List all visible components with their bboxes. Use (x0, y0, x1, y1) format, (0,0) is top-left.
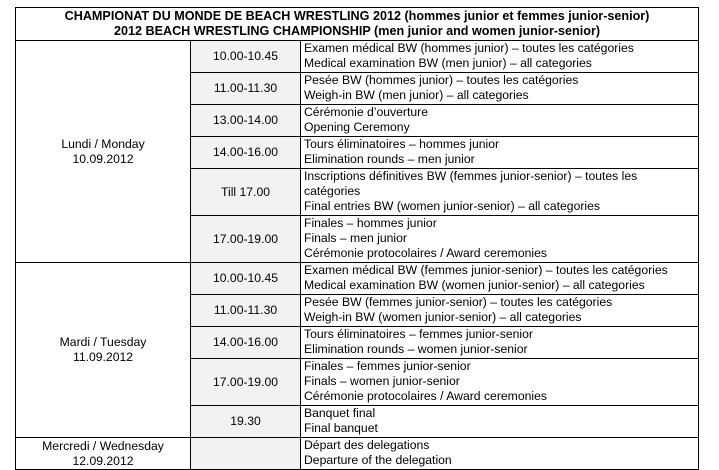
event-line: Tours éliminatoires – hommes junior (304, 137, 500, 151)
event-line: Examen médical BW (hommes junior) – toutes les catégories (304, 41, 634, 55)
event-description (301, 263, 699, 295)
time-cell: 19.30 (191, 406, 301, 438)
title-line-en: 2012 BEACH WRESTLING CHAMPIONSHIP (men junior and women junior-senior) (113, 24, 601, 38)
event-description (301, 406, 699, 438)
event-line: Banquet final (304, 406, 376, 420)
event-line: Finals – men junior (304, 231, 407, 245)
event-line: Weigh-in BW (women junior-senior) – all categories (304, 310, 582, 324)
event-description (301, 295, 699, 327)
event-line: Pesée BW (femmes junior-senior) – toutes les catégories (304, 295, 613, 309)
event-line: Medical examination BW (men junior) – all categories (304, 56, 592, 70)
day-label: Lundi / Monday (61, 136, 145, 151)
time-cell (191, 438, 301, 470)
title-cell (16, 8, 699, 41)
day-label: Mercredi / Wednesday (42, 438, 164, 453)
day-cell-tuesday (16, 263, 191, 438)
day-date: 10.09.2012 (72, 151, 134, 166)
event-description (301, 73, 699, 105)
time-cell: 17.00-19.00 (191, 216, 301, 263)
schedule-table (15, 7, 699, 470)
time-cell: 14.00-16.00 (191, 137, 301, 169)
schedule-row (16, 263, 699, 295)
title-line-fr: CHAMPIONAT DU MONDE DE BEACH WRESTLING 2012 (hommes junior et femmes junior-senior) (64, 9, 650, 23)
event-line: Cérémonie d’ouverture (304, 105, 428, 119)
event-line: Weigh-in BW (men junior) – all categories (304, 88, 529, 102)
time-cell: 11.00-11.30 (191, 295, 301, 327)
event-description (301, 438, 699, 470)
day-cell-monday (16, 41, 191, 263)
event-line: Cérémonie protocolaires / Award ceremonies (304, 246, 547, 260)
event-line: Finales – femmes junior-senior (304, 359, 471, 373)
day-date: 12.09.2012 (72, 453, 134, 468)
event-line: Inscriptions définitives BW (femmes junior-senior) – toutes les catégories (304, 169, 638, 198)
event-description (301, 41, 699, 73)
day-cell-wednesday (16, 438, 191, 470)
event-line: Final entries BW (women junior-senior) – all categories (304, 199, 600, 213)
event-line: Elimination rounds – men junior (304, 152, 475, 166)
time-cell: 17.00-19.00 (191, 359, 301, 406)
day-label: Mardi / Tuesday (59, 335, 147, 349)
event-description (301, 105, 699, 137)
schedule-row (16, 41, 699, 73)
schedule-row (16, 438, 699, 470)
time-cell: 10.00-10.45 (191, 41, 301, 73)
event-line: Elimination rounds – women junior-senior (304, 342, 528, 356)
event-line: Departure of the delegation (304, 453, 452, 467)
day-date: 11.09.2012 (72, 350, 134, 364)
event-description (301, 137, 699, 169)
event-line: Finales – hommes junior (304, 216, 437, 230)
time-cell: 10.00-10.45 (191, 263, 301, 295)
event-line: Examen médical BW (femmes junior-senior) – toutes les catégories (304, 263, 668, 277)
event-description (301, 359, 699, 406)
event-line: Cérémonie protocolaires / Award ceremonies (304, 389, 547, 403)
event-description (301, 327, 699, 359)
time-cell: 11.00-11.30 (191, 73, 301, 105)
schedule-document (15, 7, 698, 470)
event-line: Finals – women junior-senior (304, 374, 460, 388)
event-line: Pesée BW (hommes junior) – toutes les catégories (304, 73, 579, 87)
time-cell: Till 17.00 (191, 169, 301, 216)
event-line: Départ des delegations (304, 438, 430, 452)
time-cell: 13.00-14.00 (191, 105, 301, 137)
event-line: Tours éliminatoires – femmes junior-senior (304, 327, 533, 341)
time-cell: 14.00-16.00 (191, 327, 301, 359)
title-row (16, 8, 699, 41)
event-description (301, 169, 699, 216)
event-line: Final banquet (304, 421, 378, 435)
event-line: Opening Ceremony (304, 120, 410, 134)
event-line: Medical examination BW (women junior-senior) – all categories (304, 278, 645, 292)
event-description (301, 216, 699, 263)
